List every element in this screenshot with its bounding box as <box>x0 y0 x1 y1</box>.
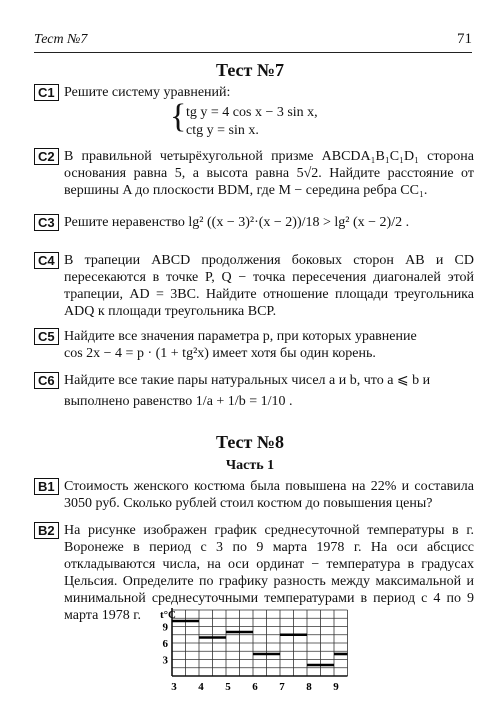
problem-text: Решите систему уравнений: <box>64 85 231 100</box>
part-title: Часть 1 <box>225 458 275 473</box>
y-axis-label: t°C <box>160 609 177 621</box>
problem-c2 <box>34 148 474 199</box>
header-test-title: Тест №7 <box>34 32 88 47</box>
problem-line-2: выполнено равенство 1/a + 1/b = 1/10 . <box>64 394 293 409</box>
problem-label: С4 <box>34 252 59 269</box>
x-tick-label: 6 <box>252 681 258 693</box>
problem-c6 <box>34 372 474 410</box>
equation-1: tg y = 4 cos x − 3 sin x, <box>186 105 318 120</box>
x-tick-label: 3 <box>171 681 177 693</box>
y-tick-label: 3 <box>162 654 168 667</box>
problem-text: Стоимость женского костюма была повышена на 22% и составила 3050 руб. Сколько рублей стоил костюм до повышения цены? <box>64 479 474 511</box>
problem-line-2: cos 2x − 4 = p · (1 + tg²x) имеет хотя бы один корень. <box>64 346 376 361</box>
problem-label: В1 <box>34 478 59 495</box>
problem-line-1: Найдите все значения параметра p, при которых уравнение <box>64 329 417 344</box>
problem-text: В правильной четырёхугольной призме ABCDA₁B₁C₁D₁ сторона основания равна 5, а высота равна 5√2. Найдите расстояние от вершины A до плоскости BDM, где M − середина ребра CC₁. <box>64 149 474 198</box>
x-tick-label: 8 <box>306 681 312 693</box>
test7-title: Тест №7 <box>216 60 284 80</box>
problem-c4 <box>34 252 474 320</box>
problem-label: С6 <box>34 372 59 389</box>
problem-c1 <box>34 84 474 142</box>
problem-b1 <box>34 478 474 512</box>
x-tick-label: 5 <box>225 681 231 693</box>
page-number: 71 <box>457 31 472 47</box>
problem-label: В2 <box>34 522 59 539</box>
x-tick-label: 9 <box>333 681 339 693</box>
problem-label: С5 <box>34 328 59 345</box>
x-tick-label: 7 <box>279 681 285 693</box>
problem-c3 <box>34 214 474 231</box>
problem-text: В трапеции ABCD продолжения боковых сторон AB и CD пересекаются в точке P, Q − точка пересечения диагоналей этой трапеции, AD = 3BC. Найдите отношение площади треугольника ADQ к площади треугольника BCP. <box>64 253 474 319</box>
problem-label: С2 <box>34 148 59 165</box>
problem-text: На рисунке изображен график среднесуточной температуры в г. Воронеже в период с 3 по 9 марта 1978 г. На оси абсцисс откладываются числа, на оси ординат − температура в градусах Цельсия. Определите по графику разность между максимальной и минимальной среднесуточными температурами в период с 4 по 9 марта 1978 г. <box>64 523 474 623</box>
y-tick-label: 6 <box>162 638 168 650</box>
chart-svg <box>150 608 360 696</box>
y-tick-label: 9 <box>162 621 168 634</box>
x-tick-label: 4 <box>198 681 204 693</box>
temperature-chart <box>150 608 360 701</box>
system-brace: { <box>170 98 187 135</box>
problem-label: С3 <box>34 214 59 231</box>
problem-c5 <box>34 328 474 362</box>
problem-line-1: Найдите все такие пары натуральных чисел a и b, что a ⩽ b и <box>64 373 431 388</box>
test8-title: Тест №8 <box>216 432 284 452</box>
equation-2: ctg y = sin x. <box>186 123 259 138</box>
page-header <box>34 30 472 53</box>
problem-label: С1 <box>34 84 59 101</box>
problem-text: Решите неравенство lg² ((x − 3)²·(x − 2))/18 > lg² (x − 2)/2 . <box>64 215 410 230</box>
